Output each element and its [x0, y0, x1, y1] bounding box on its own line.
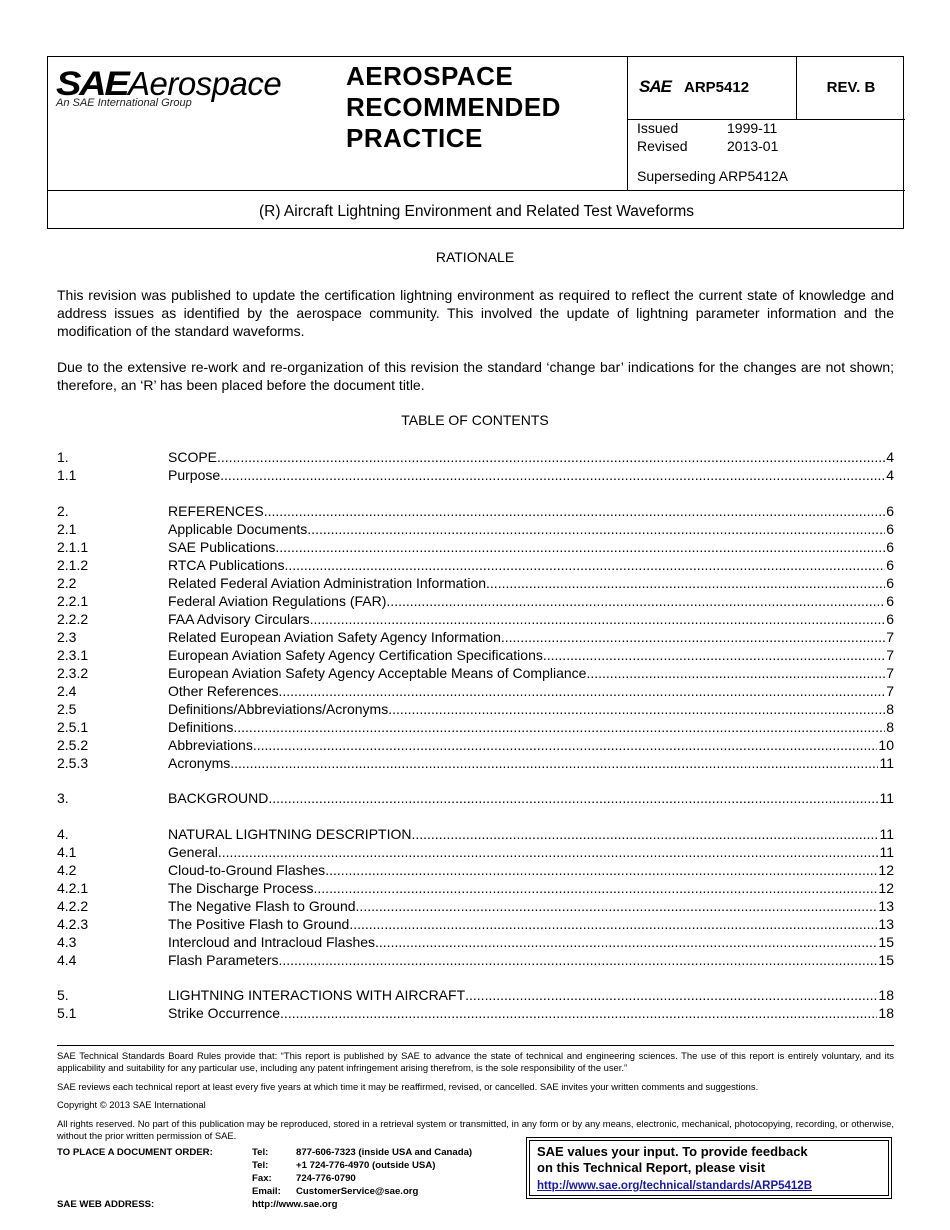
toc-dot-leader [220, 466, 885, 484]
revised-date: 2013-01 [727, 138, 779, 154]
toc-entry-title: Strike Occurrence [168, 1005, 281, 1022]
toc-entry-title: Cloud-to-Ground Flashes [168, 861, 326, 878]
toc-heading: TABLE OF CONTENTS [401, 412, 549, 428]
toc-entry-number: 5.1 [57, 1005, 77, 1022]
toc-dot-leader [253, 736, 878, 754]
toc-entry-title: The Discharge Process [168, 879, 314, 896]
toc-entry-page: 4 [886, 467, 894, 483]
feedback-text: SAE values your input. To provide feedback [537, 1144, 808, 1159]
toc-entry-title: RTCA Publications [168, 556, 285, 573]
toc-entry[interactable] [57, 682, 894, 700]
revision-cell [797, 57, 905, 119]
review-notice: SAE reviews each technical report at least every five years at which time it may be reaffirmed, revised, or cancelled. SAE invites your written comments and suggestions. [57, 1081, 759, 1092]
toc-dot-leader [284, 556, 885, 574]
toc-spacer [57, 772, 894, 790]
toc-entry-number: 1. [57, 449, 69, 465]
toc-entry-title: The Negative Flash to Ground [168, 897, 356, 914]
toc-entry-title: Applicable Documents [168, 520, 308, 537]
toc-entry-title: Definitions/Abbreviations/Acronyms [168, 700, 389, 717]
toc-dot-leader [486, 574, 885, 592]
toc-entry[interactable] [57, 520, 894, 538]
toc-dot-leader [388, 700, 885, 718]
toc-entry-page: 13 [878, 915, 894, 932]
toc-entry[interactable] [57, 843, 894, 861]
document-title: (R) Aircraft Lightning Environment and Related Test Waveforms [258, 203, 695, 220]
toc-entry-title: LIGHTNING INTERACTIONS WITH AIRCRAFT [168, 987, 466, 1004]
toc-entry-number: 2.3.1 [57, 646, 89, 663]
toc-dot-leader [218, 843, 879, 861]
feedback-box [526, 1137, 892, 1199]
toc-dot-leader [280, 1004, 877, 1022]
toc-dot-leader [411, 825, 878, 843]
toc-entry-number: 2.1 [57, 520, 77, 537]
toc-dot-leader [375, 933, 877, 951]
toc-entry-title: Purpose [168, 467, 221, 483]
table-of-contents [57, 448, 894, 1022]
toc-entry-title: Related Federal Aviation Administration Information [168, 574, 487, 591]
rationale-paragraph: Due to the extensive re-work and re-organization of this revision the standard ‘change bar’ indications for the changes are not shown; therefore, an ‘R’ has been placed before the document title. [57, 359, 894, 393]
toc-entry-title: Definitions [168, 718, 234, 735]
toc-entry-title: SAE Publications [168, 538, 276, 555]
toc-entry-page: 11 [879, 825, 894, 842]
standards-board-rules: SAE Technical Standards Board Rules provide that: “This report is published by SAE to advance the state of technical and engineering sciences. The use of this report is entirely voluntary, and its applicability and suitability for any particular use, including any patent infringement arising therefrom, is the sole responsibility of the user.” [57, 1050, 894, 1074]
toc-entry-title: European Aviation Safety Agency Acceptable Means of Compliance [168, 664, 587, 681]
toc-entry[interactable] [57, 1004, 894, 1022]
toc-entry-number: 4.3 [57, 933, 77, 950]
toc-entry-number: 4.2.3 [57, 915, 89, 932]
toc-dot-leader [586, 664, 885, 682]
toc-entry-page: 11 [879, 790, 894, 807]
toc-entry-page: 13 [878, 897, 894, 914]
toc-dot-leader [310, 610, 886, 628]
toc-dot-leader [465, 986, 877, 1004]
toc-entry-page: 6 [886, 610, 894, 627]
toc-entry-number: 5. [57, 987, 69, 1004]
toc-entry[interactable] [57, 610, 894, 628]
toc-entry[interactable] [57, 951, 894, 969]
document-type [346, 61, 561, 154]
contact-key: Tel: [252, 1147, 269, 1158]
toc-entry-title: Acronyms [168, 754, 231, 771]
superseding-text: Superseding ARP5412A [637, 168, 788, 184]
toc-entry[interactable] [57, 915, 894, 933]
toc-entry-number: 2.3 [57, 628, 77, 645]
toc-entry-title: General [168, 843, 218, 860]
toc-entry-title: Federal Aviation Regulations (FAR) [168, 592, 387, 609]
web-label: SAE WEB ADDRESS: [57, 1199, 155, 1210]
toc-entry-page: 7 [886, 664, 894, 681]
toc-entry-number: 1.1 [57, 467, 77, 483]
toc-entry-title: Abbreviations [168, 736, 253, 753]
toc-entry-number: 2.4 [57, 682, 77, 699]
toc-entry[interactable] [57, 879, 894, 897]
contact-key: Email: [252, 1186, 281, 1197]
document-type-line: AEROSPACE [346, 61, 514, 91]
toc-spacer [57, 807, 894, 825]
rights-notice: All rights reserved. No part of this publication may be reproduced, stored in a retrieval system or transmitted, in any form or by any means, electronic, mechanical, photocopying, recording, or otherwise, without the prior written permission of SAE. [57, 1118, 894, 1142]
contact-fax: 724-776-0790 [296, 1173, 356, 1184]
toc-entry[interactable] [57, 574, 894, 592]
contact-key: Tel: [252, 1160, 269, 1171]
toc-entry[interactable] [57, 897, 894, 915]
header-divider [48, 190, 905, 191]
copyright: Copyright © 2013 SAE International [57, 1099, 206, 1110]
toc-dot-leader [349, 915, 877, 933]
toc-dot-leader [325, 861, 877, 879]
sae-logo-mark: SAE [56, 65, 128, 103]
revision-label: REV. B [826, 79, 876, 96]
toc-entry[interactable] [57, 933, 894, 951]
toc-entry-number: 4.2.2 [57, 897, 89, 914]
toc-entry-page: 18 [878, 1005, 894, 1022]
toc-spacer [57, 969, 894, 987]
order-label: TO PLACE A DOCUMENT ORDER: [57, 1147, 213, 1158]
toc-entry-number: 2.3.2 [57, 664, 89, 681]
toc-entry-title: The Positive Flash to Ground [168, 915, 350, 932]
toc-entry[interactable] [57, 646, 894, 664]
toc-entry-number: 3. [57, 790, 69, 807]
toc-dot-leader [230, 754, 878, 772]
toc-entry-number: 4.1 [57, 843, 77, 860]
toc-entry-number: 2. [57, 502, 69, 519]
toc-entry[interactable] [57, 502, 894, 520]
toc-entry-number: 2.5 [57, 700, 77, 717]
toc-entry-page: 15 [878, 951, 894, 968]
toc-entry-number: 2.2.1 [57, 592, 89, 609]
toc-entry-page: 6 [886, 538, 894, 555]
toc-entry-page: 6 [886, 502, 894, 519]
toc-entry-title: SCOPE [168, 449, 218, 465]
toc-dot-leader [217, 448, 885, 466]
toc-entry-page: 18 [878, 987, 894, 1004]
contact-key: Fax: [252, 1173, 272, 1184]
contact-phone: +1 724-776-4970 (outside USA) [296, 1160, 436, 1171]
toc-entry-page: 11 [879, 843, 894, 860]
toc-entry-number: 4.2.1 [57, 879, 89, 896]
feedback-link[interactable]: http://www.sae.org/technical/standards/ARP5412B [537, 1180, 813, 1192]
toc-entry-title: Other References [168, 682, 279, 699]
contact-email: CustomerService@sae.org [296, 1186, 419, 1197]
sae-small-logo: SAE [639, 77, 671, 96]
toc-dot-leader [314, 879, 878, 897]
toc-entry-title: BACKGROUND [168, 790, 269, 807]
toc-entry-title: NATURAL LIGHTNING DESCRIPTION [168, 825, 412, 842]
toc-entry[interactable] [57, 628, 894, 646]
toc-entry-page: 11 [879, 754, 894, 771]
toc-entry-number: 4.4 [57, 951, 77, 968]
contact-phone: 877-606-7323 (inside USA and Canada) [296, 1147, 473, 1158]
toc-entry-title: REFERENCES [168, 502, 264, 519]
toc-entry-page: 15 [878, 933, 894, 950]
toc-entry-page: 8 [886, 718, 894, 735]
toc-entry-title: FAA Advisory Circulars [168, 610, 310, 627]
document-type-line: RECOMMENDED [346, 92, 561, 122]
toc-dot-leader [501, 628, 885, 646]
toc-entry[interactable] [57, 789, 894, 807]
toc-entry-page: 8 [886, 700, 894, 717]
rationale-heading: RATIONALE [435, 249, 515, 265]
toc-entry-number: 2.5.3 [57, 754, 89, 771]
toc-dot-leader [233, 718, 885, 736]
toc-entry[interactable] [57, 861, 894, 879]
toc-dot-leader [307, 520, 885, 538]
toc-dot-leader [275, 538, 885, 556]
toc-entry-title: Related European Aviation Safety Agency Information [168, 628, 501, 645]
toc-entry[interactable] [57, 825, 894, 843]
toc-entry[interactable] [57, 700, 894, 718]
toc-entry-page: 7 [886, 646, 894, 663]
feedback-text: on this Technical Report, please visit [537, 1160, 766, 1175]
toc-dot-leader [268, 789, 878, 807]
document-number: ARP5412 [684, 79, 750, 96]
toc-entry-page: 6 [886, 574, 894, 591]
toc-entry-number: 4. [57, 825, 69, 842]
toc-entry-page: 10 [878, 736, 894, 753]
toc-entry[interactable] [57, 592, 894, 610]
doc-number-cell [627, 57, 796, 119]
toc-entry-title: European Aviation Safety Agency Certification Specifications [168, 646, 543, 663]
toc-entry-number: 4.2 [57, 861, 77, 878]
footer-divider [57, 1045, 894, 1046]
toc-entry[interactable] [57, 466, 894, 484]
toc-entry-page: 4 [886, 449, 894, 465]
toc-entry[interactable] [57, 718, 894, 736]
toc-entry[interactable] [57, 448, 894, 466]
toc-entry-page: 6 [886, 556, 894, 573]
toc-dot-leader [278, 951, 877, 969]
logo-tagline: An SAE International Group [56, 97, 192, 109]
toc-entry-number: 2.1.2 [57, 556, 89, 573]
toc-dot-leader [543, 646, 885, 664]
toc-spacer [57, 484, 894, 502]
toc-entry[interactable] [57, 986, 894, 1004]
toc-entry-number: 2.5.2 [57, 736, 89, 753]
toc-entry-number: 2.2 [57, 574, 77, 591]
toc-entry-title: Flash Parameters [168, 951, 279, 968]
toc-entry-page: 6 [886, 520, 894, 537]
toc-entry[interactable] [57, 538, 894, 556]
toc-dot-leader [279, 682, 886, 700]
toc-entry-page: 7 [886, 628, 894, 645]
toc-entry-page: 12 [878, 861, 894, 878]
toc-entry[interactable] [57, 736, 894, 754]
toc-entry-number: 2.1.1 [57, 538, 89, 555]
issued-date: 1999-11 [727, 120, 778, 136]
web-address: http://www.sae.org [252, 1199, 338, 1210]
revised-label: Revised [637, 138, 688, 154]
logo-aerospace-text: Aerospace [128, 65, 282, 102]
dates-cell [637, 119, 905, 190]
toc-entry-title: Intercloud and Intracloud Flashes [168, 933, 376, 950]
toc-dot-leader [386, 592, 885, 610]
toc-entry[interactable] [57, 556, 894, 574]
toc-entry-page: 12 [878, 879, 894, 896]
document-type-line: PRACTICE [346, 123, 483, 153]
document-header [47, 56, 904, 229]
toc-entry[interactable] [57, 754, 894, 772]
toc-entry-page: 6 [886, 592, 894, 609]
toc-entry-number: 2.5.1 [57, 718, 89, 735]
rationale-paragraph: This revision was published to update the certification lightning environment as required to reflect the current state of knowledge and address issues as identified by the aerospace community. This involved the update of lightning parameter information and the modification of the standard waveforms. [57, 287, 894, 339]
toc-dot-leader [356, 897, 878, 915]
toc-entry-page: 7 [886, 682, 894, 699]
toc-dot-leader [264, 502, 886, 520]
issued-label: Issued [637, 120, 679, 136]
toc-entry-number: 2.2.2 [57, 610, 89, 627]
toc-entry[interactable] [57, 664, 894, 682]
